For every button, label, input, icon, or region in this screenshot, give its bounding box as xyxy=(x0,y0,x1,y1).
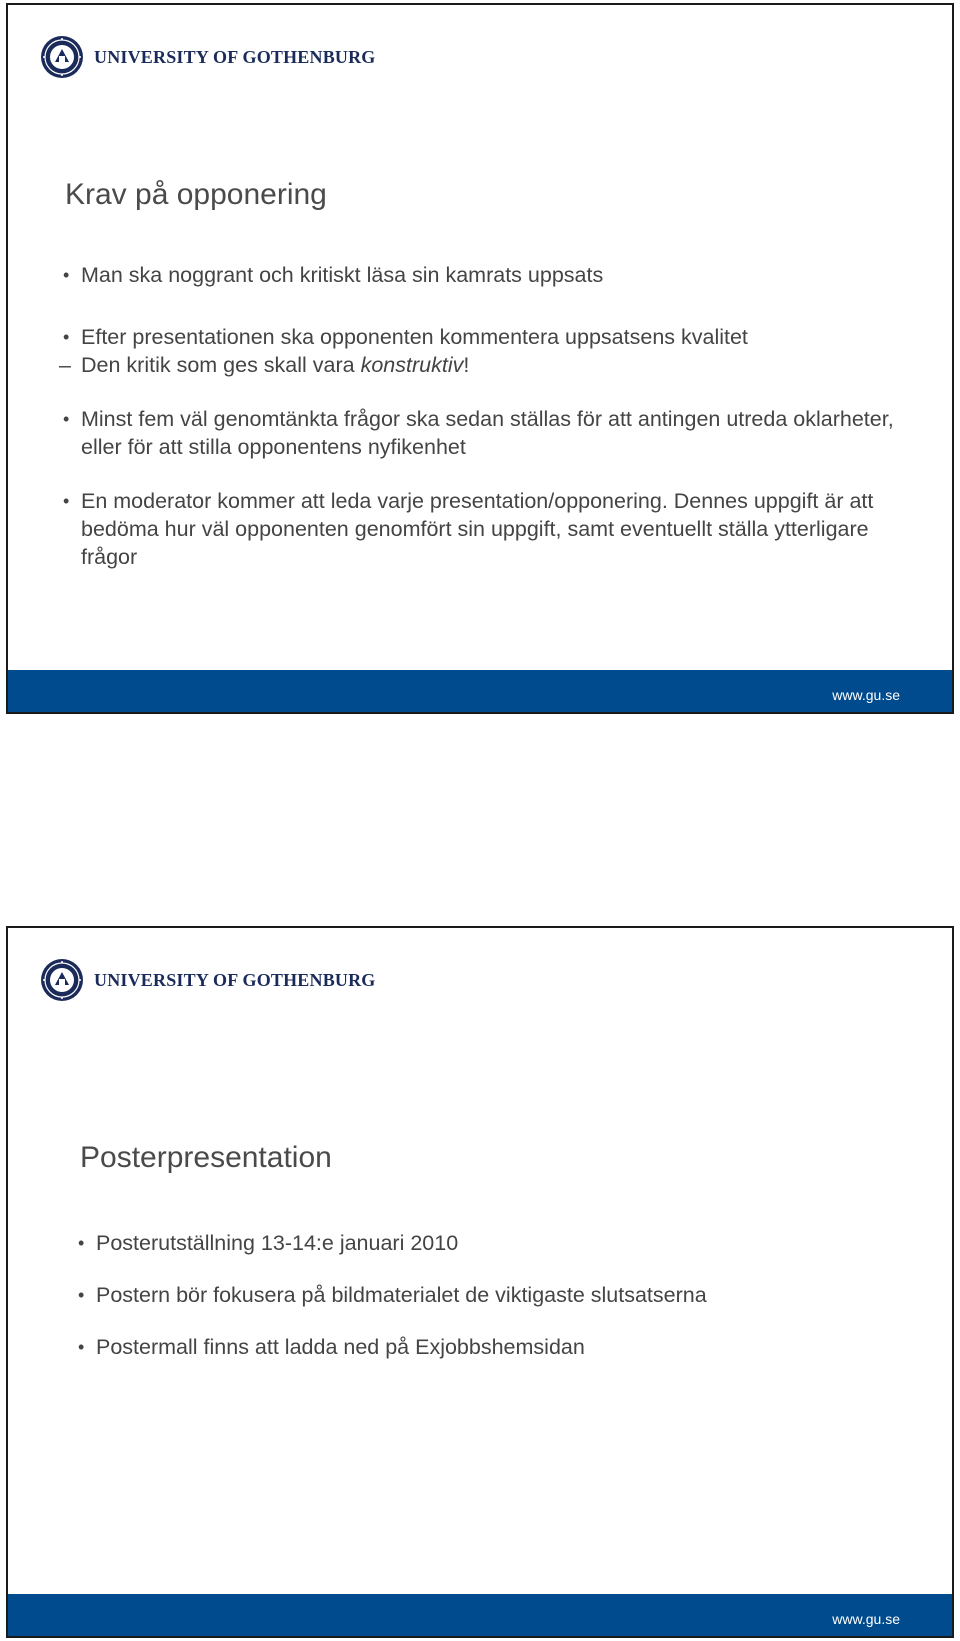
bullet-item xyxy=(78,1281,938,1309)
bullet-icon: • xyxy=(63,409,70,429)
university-name: UNIVERSITY OF GOTHENBURG xyxy=(94,46,376,67)
slide-body xyxy=(78,1229,938,1361)
slide-body xyxy=(59,261,923,571)
bullet-icon: • xyxy=(63,491,70,511)
bullet-text: En moderator kommer att leda varje presentation/opponering. Dennes uppgift är att bedöma hur väl opponenten genomfört sin uppgift, samt eventuellt ställa ytterligare frågor xyxy=(81,489,874,569)
sub-bullet-text-after: ! xyxy=(463,353,470,377)
university-logo xyxy=(40,958,376,1002)
bullet-icon: • xyxy=(63,265,70,285)
bullet-text: Man ska noggrant och kritiskt läsa sin kamrats uppsats xyxy=(81,263,604,287)
slide-title: Posterpresentation xyxy=(80,1141,332,1174)
bullet-item xyxy=(78,1229,938,1257)
footer-bar xyxy=(8,670,952,712)
bullet-text: Efter presentationen ska opponenten kommentera uppsatsens kvalitet xyxy=(81,325,748,349)
bullet-item xyxy=(63,261,923,289)
university-seal-icon xyxy=(40,958,84,1002)
sub-bullet-item xyxy=(59,351,923,379)
university-logo xyxy=(40,35,376,79)
bullet-item xyxy=(63,487,923,571)
footer-url: www.gu.se xyxy=(832,1611,900,1627)
footer-bar xyxy=(8,1594,952,1636)
bullet-item xyxy=(78,1333,938,1361)
bullet-text: Minst fem väl genomtänkta frågor ska sedan ställas för att antingen utreda oklarheter, eller för att stilla opponentens nyfikenhet xyxy=(81,407,894,459)
bullet-icon: • xyxy=(78,1233,85,1253)
bullet-text: Posterutställning 13-14:e januari 2010 xyxy=(96,1231,459,1255)
dash-icon: – xyxy=(59,353,71,377)
sub-bullet-text-before: Den kritik som ges skall vara xyxy=(81,353,361,377)
slide-title: Krav på opponering xyxy=(65,178,327,211)
bullet-text: Postern bör fokusera på bildmaterialet de viktigaste slutsatserna xyxy=(96,1283,707,1307)
slide-posterpresentation xyxy=(6,926,954,1638)
university-seal-icon xyxy=(40,35,84,79)
bullet-item xyxy=(63,323,923,351)
footer-url: www.gu.se xyxy=(832,687,900,703)
bullet-item xyxy=(63,405,923,461)
bullet-icon: • xyxy=(63,327,70,347)
university-name: UNIVERSITY OF GOTHENBURG xyxy=(94,969,376,990)
bullet-text: Postermall finns att ladda ned på Exjobbshemsidan xyxy=(96,1335,585,1359)
slide-krav-pa-opponering xyxy=(6,3,954,714)
bullet-icon: • xyxy=(78,1285,85,1305)
bullet-icon: • xyxy=(78,1337,85,1357)
sub-bullet-emphasis: konstruktiv xyxy=(360,353,464,377)
